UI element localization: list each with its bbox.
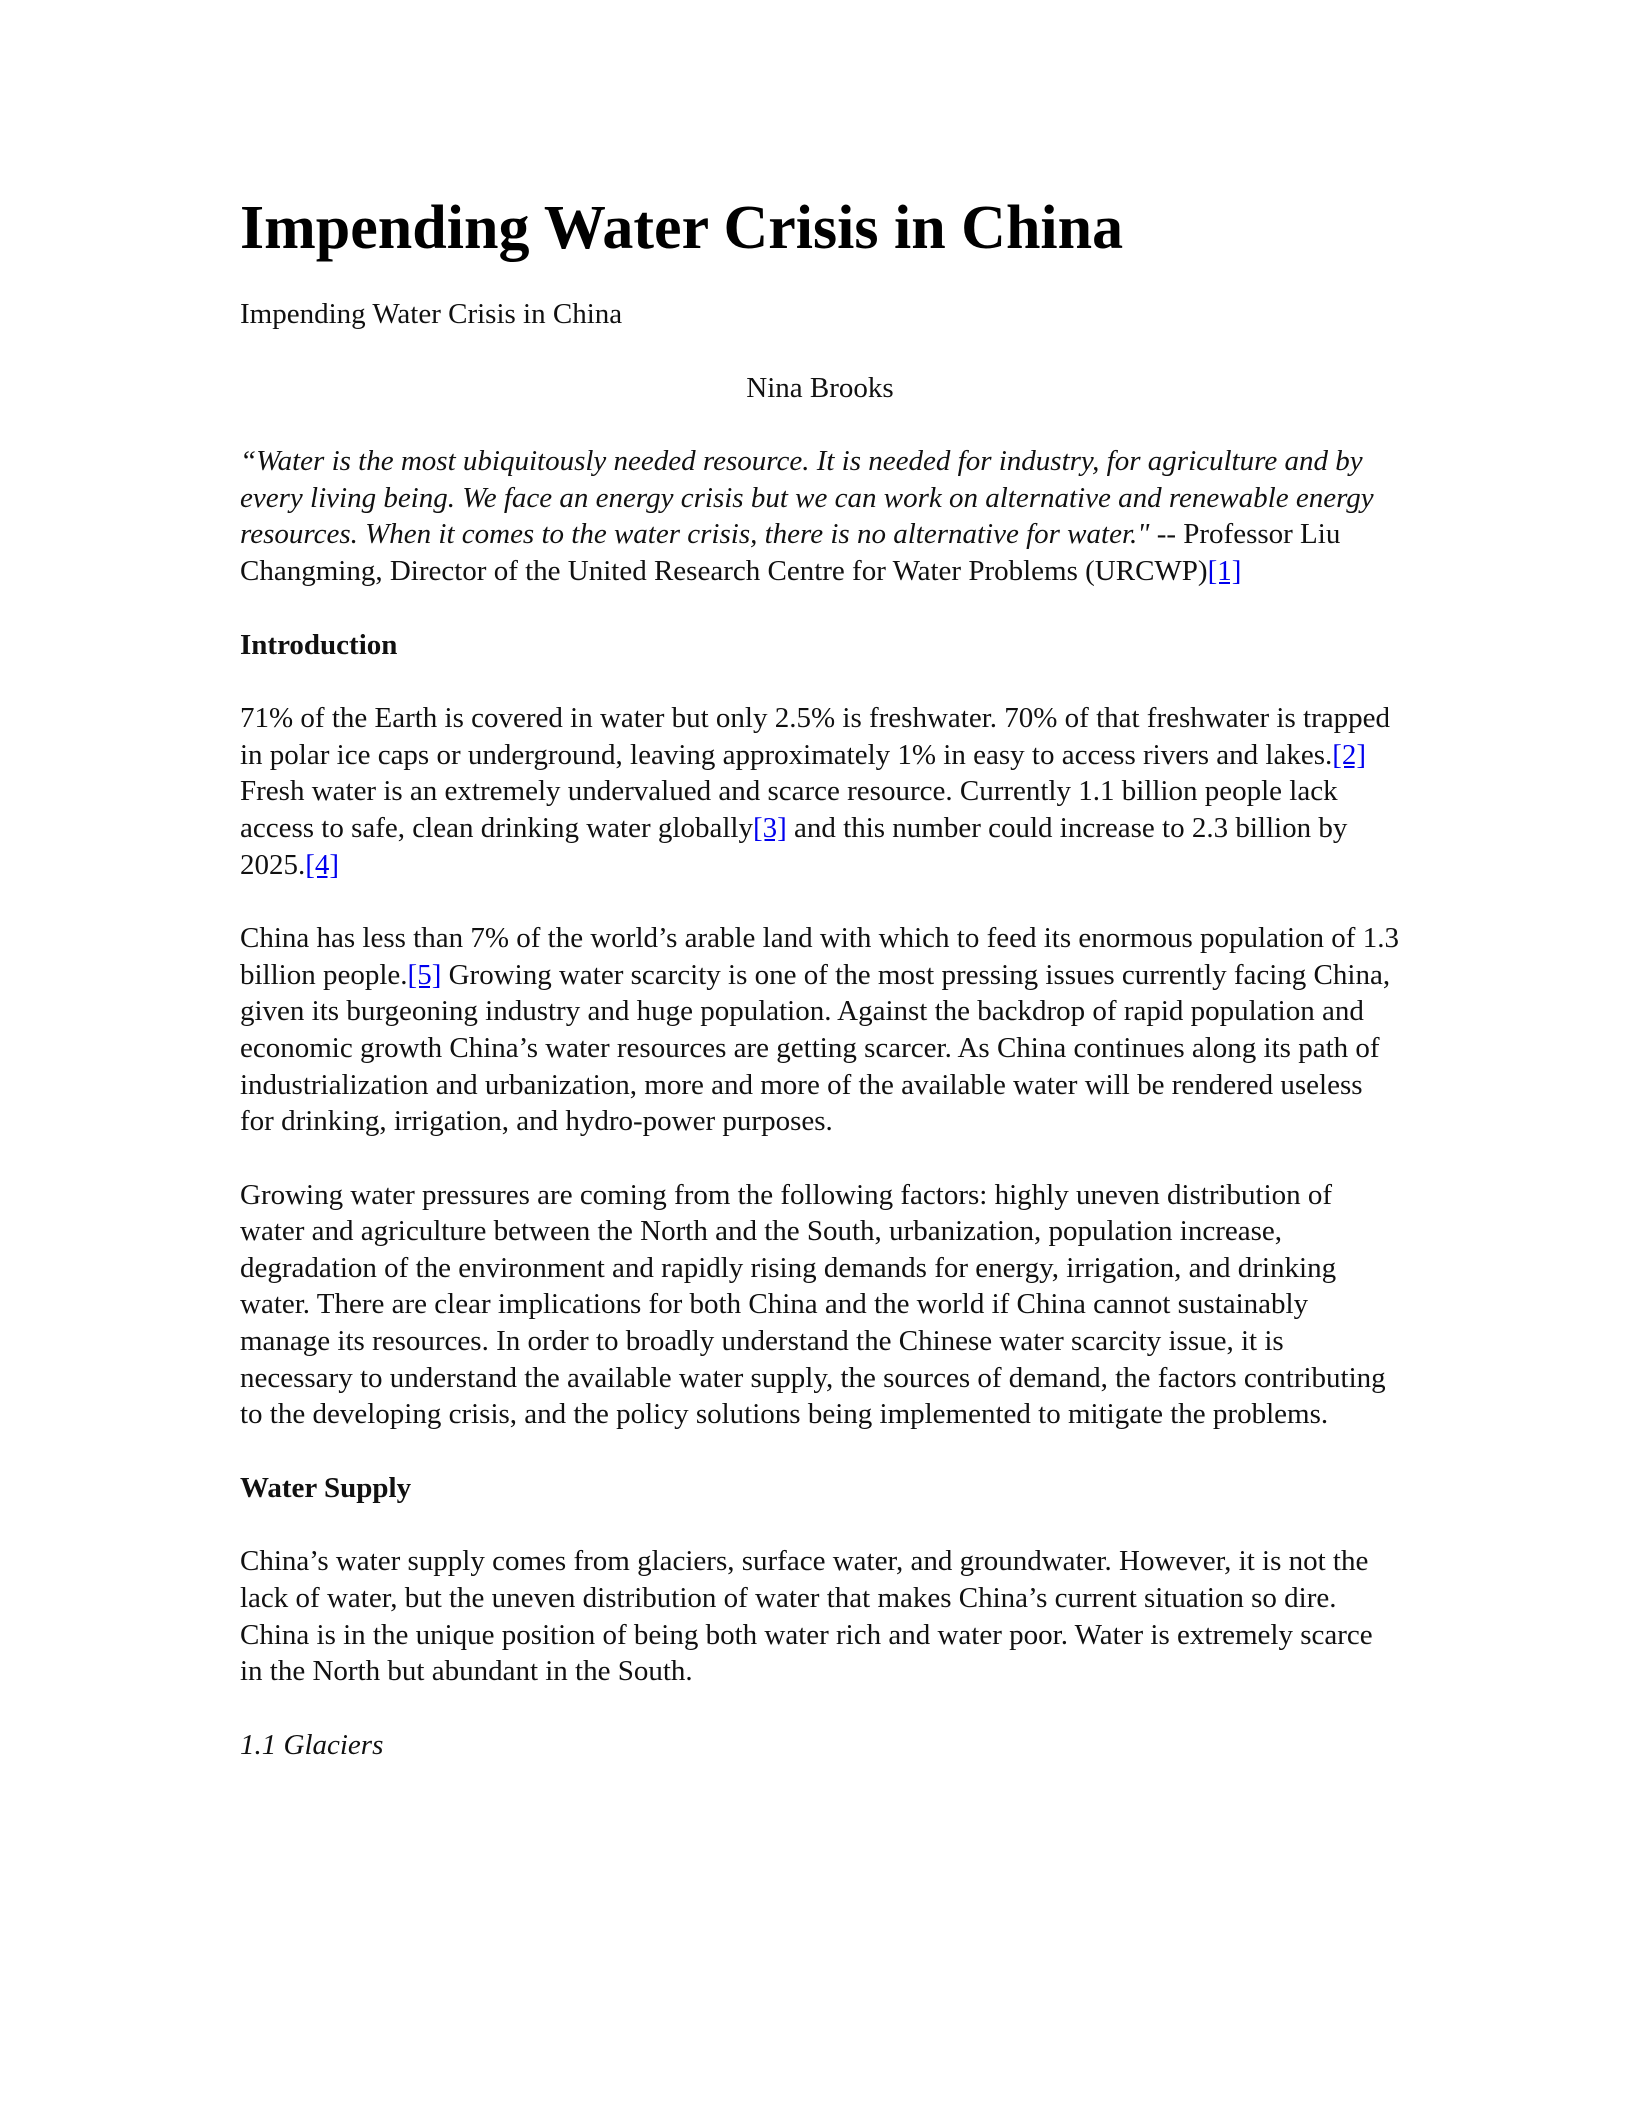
subsection-heading-glaciers: 1.1 Glaciers [240,1728,384,1761]
section-heading-water-supply: Water Supply [240,1471,412,1504]
water-supply-paragraph-1: China’s water supply comes from glaciers, surface water, and groundwater. However, it is not the lack of water, but the uneven distribution of water that makes China’s current situation so dire. China is in the unique position of being both water rich and water poor. Water is extremely scarce in the North but abundant in the South. [240,1545,1373,1688]
epigraph-attribution: -- Professor Liu Changming, Director of the United Research Centre for Water Problems (URCWP) [240,518,1341,587]
epigraph [240,443,1400,589]
intro-paragraph-1 [240,700,1400,883]
footnote-link-1[interactable]: [1] [1207,554,1242,587]
intro-p2-text-b: Growing water scarcity is one of the most pressing issues currently facing China, given its burgeoning industry and huge population. Against the backdrop of rapid population and economic growth China’s water resources are getting scarcer. As China continues along its path of industrialization and urbanization, more and more of the available water will be rendered useless for drinking, irrigation, and hydro-power purposes. [240,958,1391,1138]
document-title: Impending Water Crisis in China [240,194,1124,262]
intro-p1-text-b: Fresh water is an extremely undervalued and scarce resource. Currently 1.1 billion people lack access to safe, clean drinking water globally [240,775,1338,844]
footnote-link-5[interactable]: [5] [407,958,442,991]
author-name: Nina Brooks [746,371,894,404]
intro-p1-text-c: and this number could increase to 2.3 billion by 2025. [240,811,1348,881]
document-page [240,188,1400,1800]
document-subtitle: Impending Water Crisis in China [240,298,623,330]
intro-paragraph-3: Growing water pressures are coming from the following factors: highly uneven distribution of water and agriculture between the North and the South, urbanization, population increase, degradation of the environment and rapidly rising demands for energy, irrigation, and drinking water. There are clear implications for both China and the world if China cannot sustainably manage its resources. In order to broadly understand the Chinese water scarcity issue, it is necessary to understand the available water supply, the sources of demand, the factors contributing to the developing crisis, and the policy solutions being implemented to mitigate the problems. [240,1178,1386,1431]
intro-p2-text-a: China has less than 7% of the world’s arable land with which to feed its enormous population of 1.3 billion people. [240,922,1399,991]
epigraph-quote: “Water is the most ubiquitously needed resource. It is needed for industry, for agriculture and by every living being. We face an energy crisis but we can work on alternative and renewable energy resources. When it comes to the water crisis, there is no alternative for water." [240,445,1374,551]
section-heading-introduction: Introduction [240,628,398,661]
footnote-link-3[interactable]: [3] [752,811,787,844]
footnote-link-2[interactable]: [2] [1332,738,1367,771]
intro-p1-text-a: 71% of the Earth is covered in water but only 2.5% is freshwater. 70% of that freshwater is trapped in polar ice caps or underground, leaving approximately 1% in easy to access rivers and lakes. [240,702,1390,771]
footnote-link-4[interactable]: [4] [305,848,340,881]
intro-paragraph-2 [240,920,1400,1140]
